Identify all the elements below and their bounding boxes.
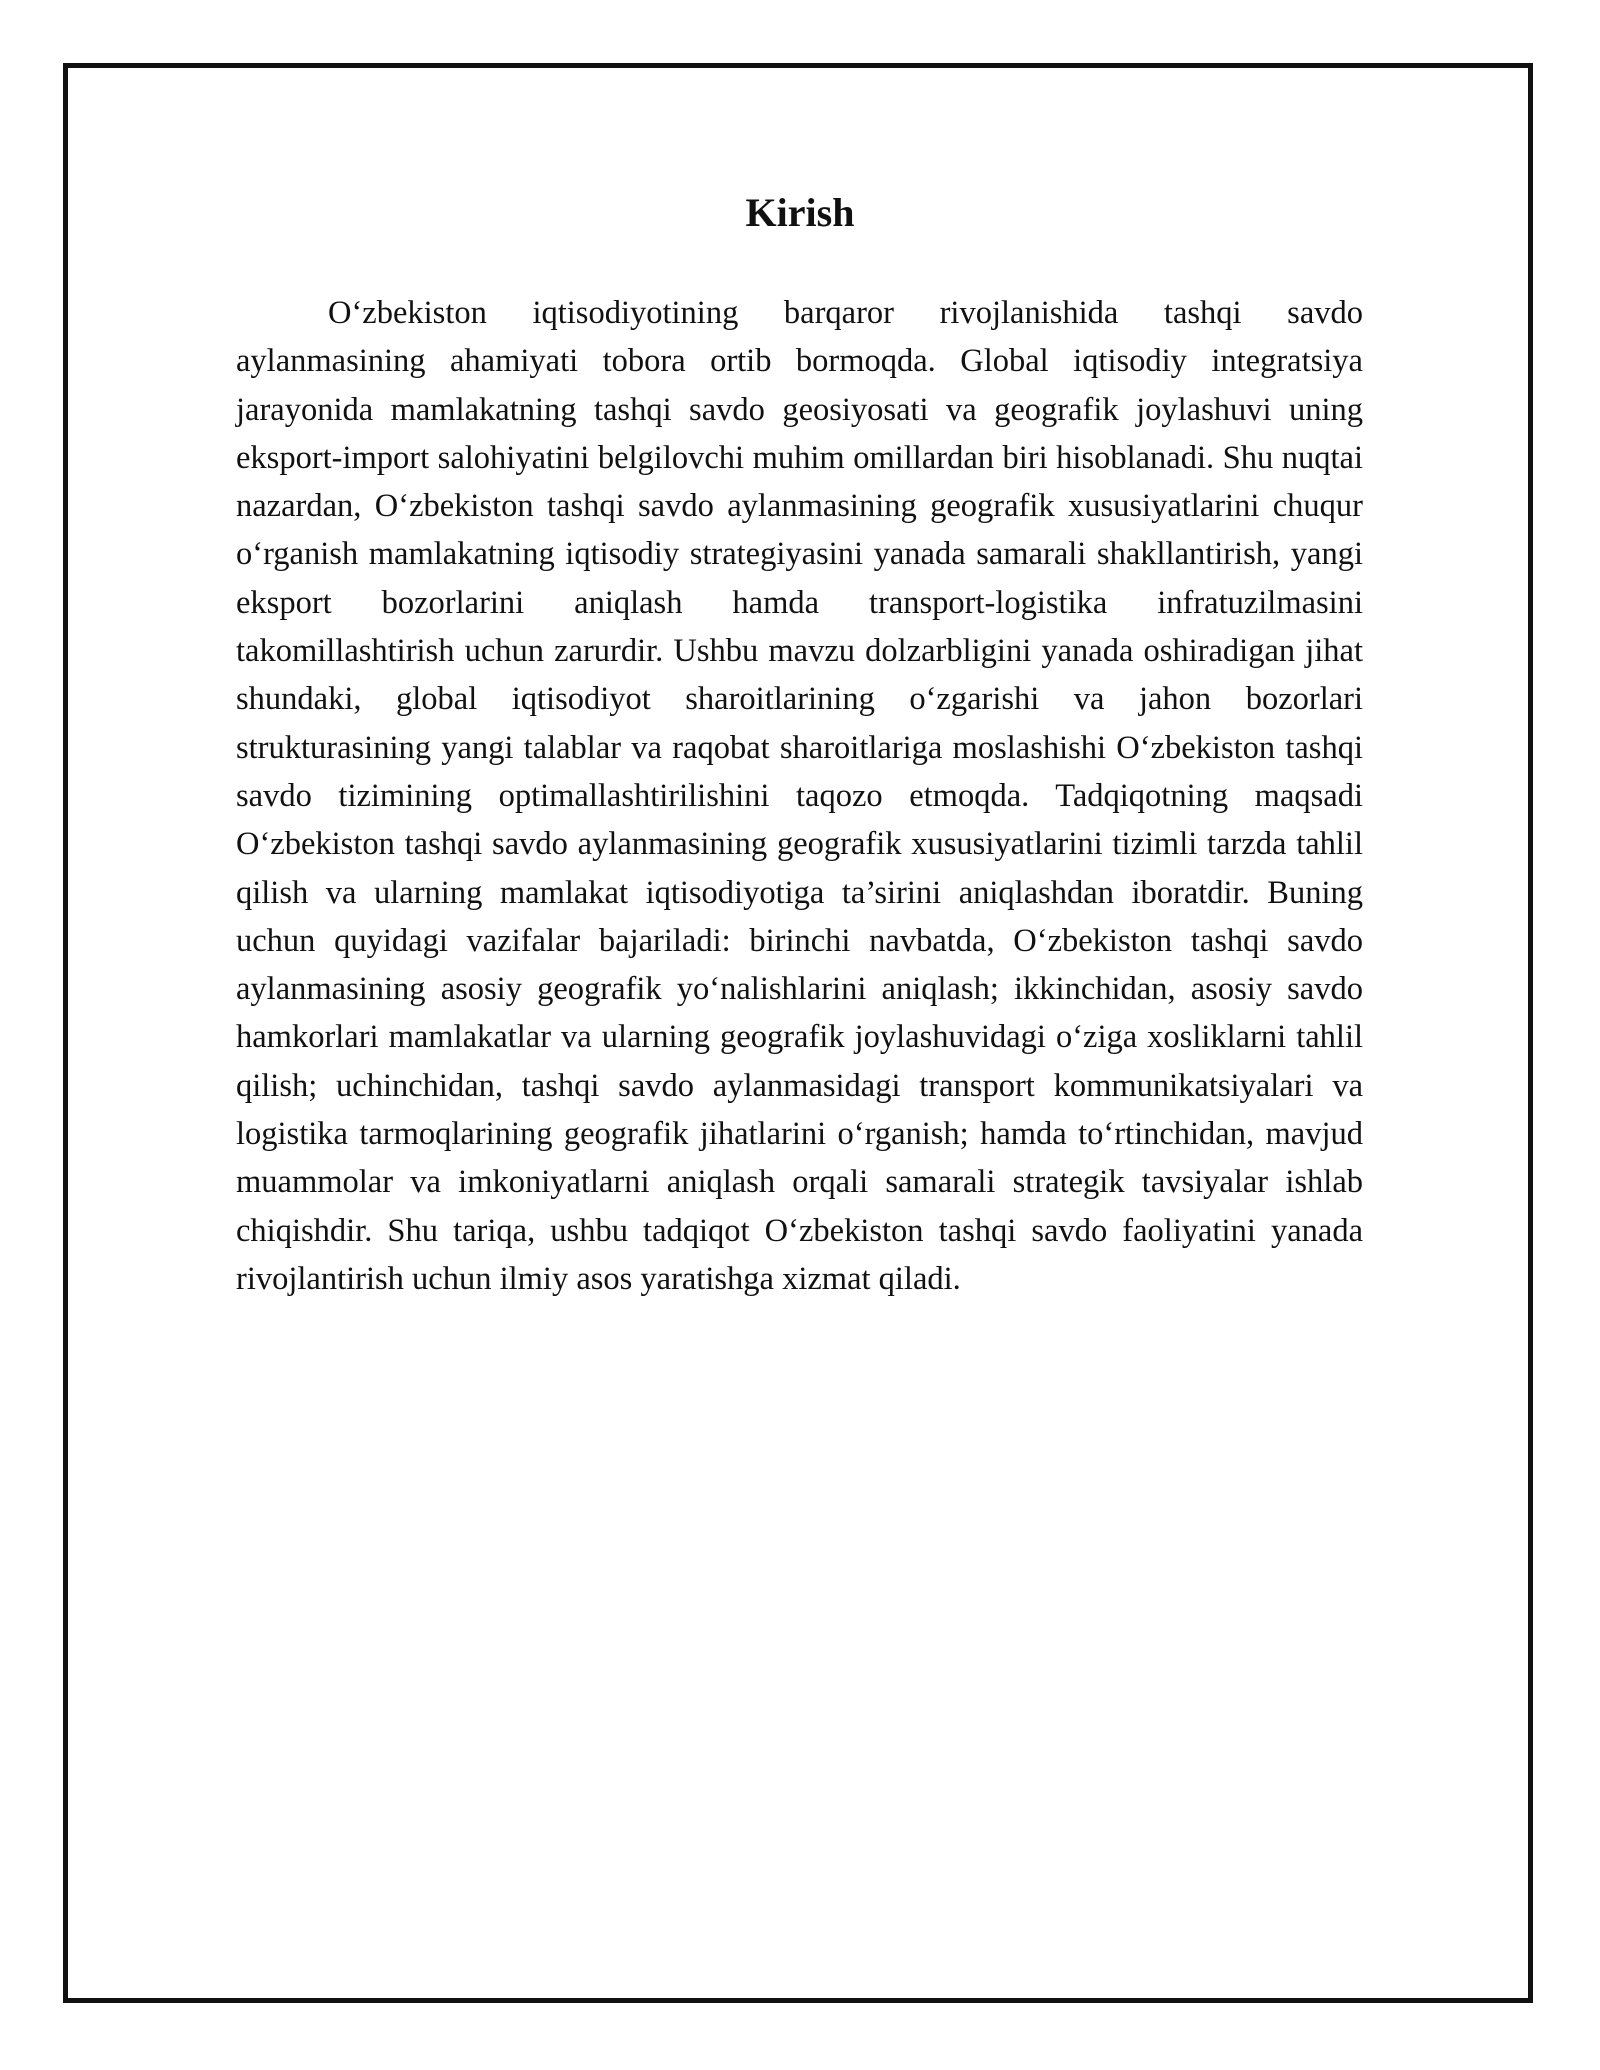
page-title: Kirish: [745, 190, 855, 235]
body-paragraph: O‘zbekiston iqtisodiyotining barqaror rivojlanishida tashqi savdo aylanmasining ahamiyati tobora ortib bormoqda. Global iqtisodiy integratsiya jarayonida mamlakatning tashqi savdo geosiyosati va geografik joylashuvi uning eksport-import salohiyatini belgilovchi muhim omillardan biri hisoblanadi. Shu nuqtai nazardan, O‘zbekiston tashqi savdo aylanmasining geografik xususiyatlarini chuqur o‘rganish mamlakatning iqtisodiy strategiyasini yanada samarali shakllantirish, yangi eksport bozorlarini aniqlash hamda transport-logistika infratuzilmasini takomillashtirish uchun zarurdir. Ushbu mavzu dolzarbligini yanada oshiradigan jihat shundaki, global iqtisodiyot sharoitlarining o‘zgarishi va jahon bozorlari strukturasining yangi talablar va raqobat sharoitlariga moslashishi O‘zbekiston tashqi savdo tizimining optimallashtirilishini taqozo etmoqda. Tadqiqotning maqsadi O‘zbekiston tashqi savdo aylanmasining geografik xususiyatlarini tizimli tarzda tahlil qilish va ularning mamlakat iqtisodiyotiga ta’sirini aniqlashdan iboratdir. Buning uchun quyidagi vazifalar bajariladi: birinchi navbatda, O‘zbekiston tashqi savdo aylanmasining asosiy geografik yo‘nalishlarini aniqlash; ikkinchidan, asosiy savdo hamkorlari mamlakatlar va ularning geografik joylashuvidagi o‘ziga xosliklarni tahlil qilish; uchinchidan, tashqi savdo aylanmasidagi transport kommunikatsiyalari va logistika tarmoqlarining geografik jihatlarini o‘rganish; hamda to‘rtinchidan, mavjud muammolar va imkoniyatlarni aniqlash orqali samarali strategik tavsiyalar ishlab chiqishdir. Shu tariqa, ushbu tadqiqot O‘zbekiston tashqi savdo faoliyatini yanada rivojlantirish uchun ilmiy asos yaratishga xizmat qiladi.: [236, 295, 1363, 1297]
